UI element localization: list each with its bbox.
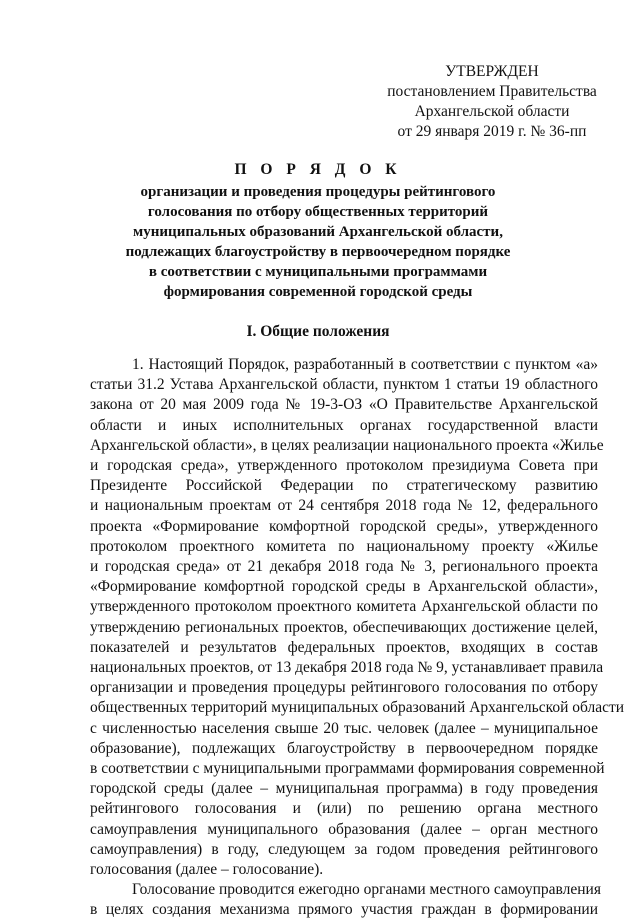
title-line: организации и проведения процедуры рейтингового	[140, 184, 496, 200]
text-line: и городская среда», утвержденного протоколом президиума Совета при	[90, 457, 598, 475]
paragraph-2	[90, 880, 601, 920]
text-line: голосования (далее – голосование).	[90, 861, 324, 879]
title-heading: П О Р Я Д О К	[234, 161, 402, 178]
title-line: в соответствии с муниципальными программами	[148, 264, 488, 280]
text-line: самоуправления муниципального образования (далее – орган местного	[90, 820, 598, 838]
approval-date-number: от 29 января 2019 г. № 36-пп	[397, 123, 587, 140]
text-line: области и иных исполнительных органах государственной власти	[90, 416, 598, 434]
text-line: протоколом проектного комитета по национальному проекту «Жилье	[90, 537, 598, 555]
text-line: 1. Настоящий Порядок, разработанный в соответствии с пунктом «а»	[132, 356, 598, 373]
text-line: образование), подлежащих благоустройству в первоочередном порядке	[90, 739, 598, 757]
text-line: организации и проведения процедуры рейтингового голосования по отбору	[90, 679, 598, 697]
text-line: показателей и результатов федеральных проектов, входящих в состав	[90, 638, 598, 656]
text-line: утверждению региональных проектов, обеспечивающих достижение целей,	[90, 618, 598, 636]
text-line: с численностью населения свыше 20 тыс. человек (далее – муниципальное	[90, 719, 598, 737]
approval-basis: постановлением Правительства	[387, 83, 597, 100]
document-title	[80, 160, 556, 302]
approval-authority: Архангельской области	[414, 103, 570, 120]
title-line: подлежащих благоустройству в первоочередном порядке	[125, 244, 511, 260]
approval-status: УТВЕРЖДЕН	[445, 63, 539, 80]
text-line: в соответствии с муниципальными программами формирования современной	[90, 760, 605, 778]
text-line: статьи 31.2 Устава Архангельской области, пунктом 1 статьи 19 областного	[90, 376, 598, 394]
text-line: «Формирование комфортной городской среды в Архангельской области»,	[90, 578, 598, 596]
text-line: закона от 20 мая 2009 года № 19-3-ОЗ «О Правительстве Архангельской	[90, 396, 598, 414]
text-line: рейтингового голосования и (или) по решению органа местного	[90, 800, 598, 818]
text-line: городской среды (далее – муниципальная программа) в году проведения	[90, 780, 598, 798]
text-line: Голосование проводится ежегодно органами местного самоуправления	[132, 881, 601, 899]
text-line: проекта «Формирование комфортной городской среды», утвержденного	[90, 517, 598, 535]
text-line: самоуправления) в году, следующем за годом проведения рейтингового	[90, 840, 598, 858]
text-line: утвержденного протоколом проектного комитета Архангельской области по	[90, 598, 598, 616]
title-line: муниципальных образований Архангельской области,	[133, 224, 503, 240]
text-line: и национальным проектам от 24 сентября 2018 года № 12, федерального	[90, 497, 598, 515]
paragraph-1	[90, 355, 625, 880]
text-line: национальных проектов, от 13 декабря 2018 года № 9, устанавливает правила	[90, 659, 604, 677]
text-line: Президенте Российской Федерации по стратегическому развитию	[90, 477, 598, 495]
text-line: и городская среда» от 21 декабря 2018 года № 3, регионального проекта	[90, 558, 598, 576]
section-heading: I. Общие положения	[246, 323, 390, 340]
text-line: в целях создания механизма прямого участия граждан в формировании	[90, 901, 598, 919]
title-line: голосования по отбору общественных территорий	[147, 204, 489, 220]
approval-stamp	[372, 62, 612, 142]
text-line: общественных территорий муниципальных образований Архангельской области	[90, 699, 625, 717]
document-body	[90, 355, 625, 921]
title-line: формирования современной городской среды	[163, 284, 473, 300]
text-line: Архангельской области», в целях реализации национального проекта «Жилье	[90, 436, 604, 454]
